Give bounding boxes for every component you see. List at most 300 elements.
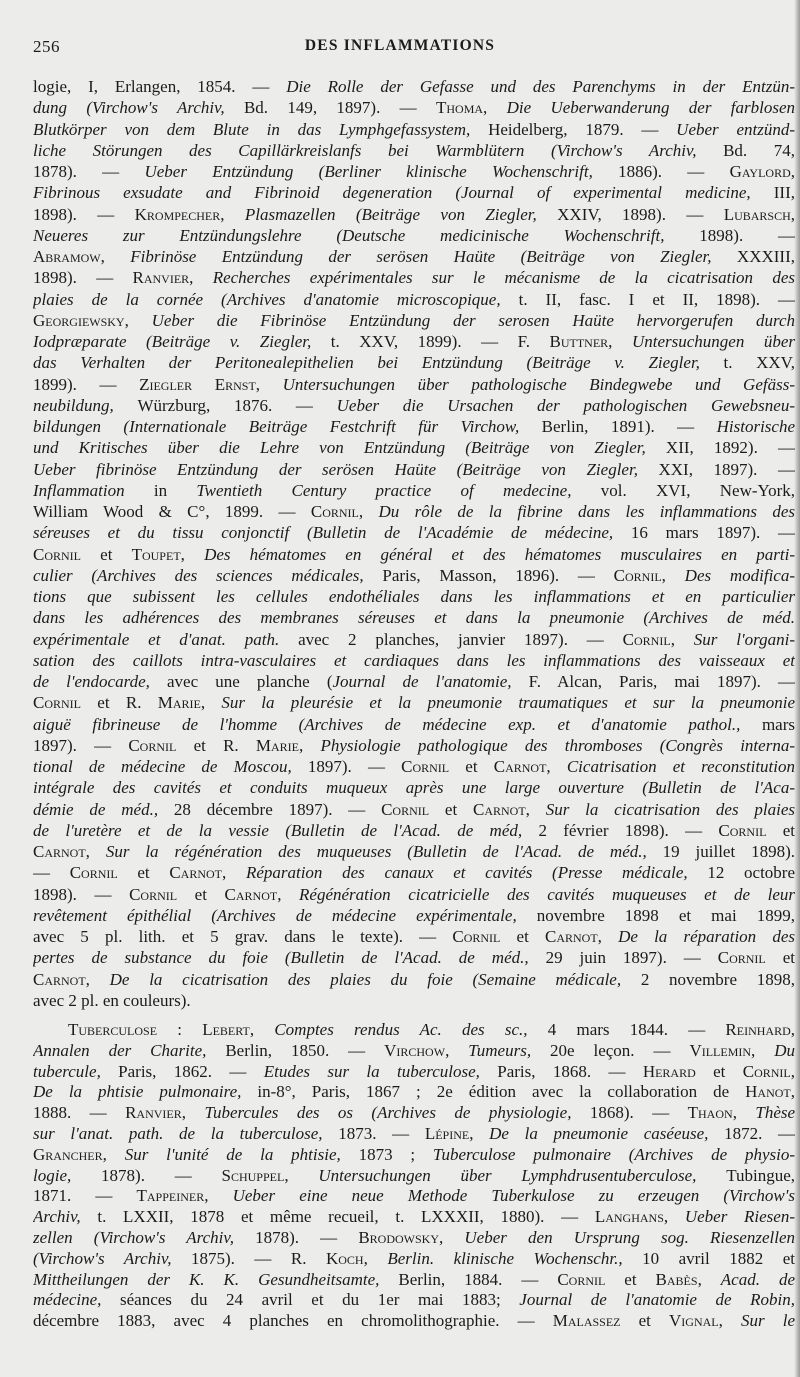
roman-text: , xyxy=(85,969,110,989)
author-name: Lubarsch xyxy=(723,204,791,224)
text-line xyxy=(33,947,795,968)
roman-text: t. II, fasc. I et II, 1898). — xyxy=(518,289,795,309)
roman-text: , xyxy=(790,1020,795,1039)
roman-text: , xyxy=(189,268,213,288)
author-name: Lépine xyxy=(424,1123,470,1143)
author-name: Carnot xyxy=(33,969,86,989)
italic-title: (Virchow's Archiv, xyxy=(33,1248,191,1268)
roman-text: , xyxy=(100,247,131,266)
roman-text: 19 juillet 1898). xyxy=(662,842,795,861)
italic-title: Recherches expérimentales sur le mécanisme de la cicatrisation des xyxy=(212,268,795,288)
italic-title: Réparation des canaux et cavités (Presse médicale, xyxy=(245,863,708,883)
text-line xyxy=(33,884,795,905)
italic-title: neubildung, xyxy=(33,395,138,415)
roman-text: Berlin, 1850. — xyxy=(225,1040,385,1060)
text-line xyxy=(33,714,795,735)
text-line xyxy=(33,140,795,161)
roman-text: avec 2 planches, janvier 1897). — xyxy=(298,629,623,649)
roman-text: , xyxy=(525,799,546,819)
roman-text: 2 novembre 1898, xyxy=(640,969,795,989)
author-name: Thoma xyxy=(435,98,484,118)
italic-title: De la pneumonie caséeuse, xyxy=(489,1123,725,1143)
italic-title: séreuses et du tissu conjonctif (Bulletin de l'Académie de médecine, xyxy=(33,523,631,543)
roman-text: , xyxy=(469,1123,490,1143)
roman-text: , xyxy=(284,1165,319,1185)
roman-text: logie, I, Erlangen, 1854. — xyxy=(33,77,287,96)
roman-text: , xyxy=(661,565,685,585)
roman-text: 28 décembre 1897). — xyxy=(173,799,382,819)
roman-text: 1886). — xyxy=(618,162,730,181)
text-line xyxy=(33,310,795,331)
roman-text: , xyxy=(546,757,567,776)
text-line xyxy=(33,1145,795,1166)
roman-text: 12 octobre xyxy=(707,863,795,883)
text-line xyxy=(33,671,795,692)
roman-text: , xyxy=(298,735,321,755)
roman-text: avec 5 pl. lith. et 5 grav. dans le texte). — xyxy=(33,927,453,946)
text-line xyxy=(33,1041,795,1062)
italic-title: De la phtisie pulmonaire, xyxy=(33,1082,258,1102)
author-name: Gaylord xyxy=(729,162,791,181)
roman-text: 1898). — xyxy=(33,884,130,904)
author-name: Krompecher xyxy=(134,204,221,224)
roman-text: Paris, Masson, 1896). — xyxy=(382,565,614,585)
italic-title: Plasmazellen (Beiträge von Ziegler, xyxy=(244,204,558,224)
text-line xyxy=(33,1228,795,1249)
italic-title: zellen (Virchow's Archiv, xyxy=(33,1227,256,1247)
italic-title: sur l'anat. path. de la tuberculose, xyxy=(33,1123,339,1143)
roman-text: 1897). — xyxy=(307,757,402,776)
italic-title: Historische xyxy=(716,417,795,436)
roman-text: , xyxy=(670,629,694,649)
italic-title: Annalen der Charite, xyxy=(33,1040,226,1060)
italic-title: Untersuchungen über Lymphdrusentuberculose, xyxy=(318,1165,727,1185)
italic-title: Ueber die Fibrinöse Entzündung der serosen Haüte hervorgerufen durch xyxy=(151,310,795,330)
roman-text: 2 février 1898). — xyxy=(538,820,719,840)
italic-title: Fibrinous exsudate and Fibrinoid degeneration (Journal of experimental medicine, xyxy=(33,183,774,203)
roman-text: , xyxy=(124,310,152,330)
text-line xyxy=(33,395,795,416)
author-name: Ziegler Ernst xyxy=(139,374,256,394)
roman-text: XXXIII, xyxy=(736,247,795,266)
italic-title: Ueber eine neue Methode Tuberkulose zu erzeugen (Virchow's xyxy=(232,1186,795,1206)
italic-title: tions que subissent les cellules endothéliales dans les inflammations et en particulier xyxy=(33,587,795,606)
italic-title: Sur l'organi- xyxy=(693,629,795,649)
author-name: F. Buttner xyxy=(517,332,609,351)
italic-title: Du xyxy=(774,1040,795,1060)
roman-text: , xyxy=(663,1207,685,1227)
author-name: Tappeiner xyxy=(136,1186,205,1206)
roman-text: et xyxy=(81,693,126,713)
italic-title: Acad. de xyxy=(720,1269,795,1289)
italic-title: Sur l'unité de la phtisie, xyxy=(124,1144,359,1164)
roman-text: Heidelberg, 1879. — xyxy=(488,119,677,139)
roman-text: III, xyxy=(773,183,795,203)
roman-text: , xyxy=(220,204,245,224)
roman-text: 1898). — xyxy=(33,204,135,224)
roman-text: 20e leçon. — xyxy=(550,1040,690,1060)
italic-title: Des modifica- xyxy=(684,565,795,585)
roman-text: Bd. 149, 1897). — xyxy=(243,98,436,118)
italic-title: Twentieth Century practice of medecine, xyxy=(196,480,601,500)
roman-text: , xyxy=(255,374,283,394)
author-name: Schuppel xyxy=(221,1165,285,1185)
author-name: Cornil xyxy=(310,502,359,521)
roman-text: , xyxy=(732,1103,756,1123)
author-name: R. Marie xyxy=(125,693,201,713)
roman-text: Paris, 1862. — xyxy=(118,1061,264,1081)
roman-text: , xyxy=(445,1040,469,1060)
text-line xyxy=(33,735,795,756)
roman-text: in xyxy=(153,480,197,500)
italic-title: expérimentale et d'anat. path. xyxy=(33,629,299,649)
text-line xyxy=(33,799,795,820)
italic-title: de l'uretère et de la vessie (Bulletin de l'Acad. de méd, xyxy=(33,820,539,840)
text-line xyxy=(33,246,795,267)
author-name: Vignal xyxy=(669,1311,719,1331)
roman-text: F. Alcan, Paris, mai 1897). — xyxy=(528,672,795,691)
roman-text: , xyxy=(249,1020,275,1039)
text-line xyxy=(33,119,795,140)
italic-title: Fibrinöse Entzündung der serösen Haüte (Beiträge von Ziegler, xyxy=(130,247,737,266)
text-line xyxy=(33,182,795,203)
roman-text: et xyxy=(81,544,132,564)
author-name: Cornil xyxy=(33,544,82,564)
text-line xyxy=(33,97,795,118)
italic-title: Sur le xyxy=(741,1311,795,1331)
roman-text: et xyxy=(177,884,225,904)
author-name: Babès xyxy=(655,1269,698,1289)
roman-text: , xyxy=(697,1269,721,1289)
text-line xyxy=(33,1062,795,1083)
roman-text: Berlin, 1884. — xyxy=(398,1269,558,1289)
text-line xyxy=(33,437,795,458)
roman-text: Bd. 74, xyxy=(723,140,795,160)
italic-title: bildungen (Internationale Beiträge Festchrift für Virchow, xyxy=(33,417,542,436)
roman-text: et xyxy=(620,1311,670,1331)
author-name: Cornil xyxy=(128,735,177,755)
text-line xyxy=(33,607,795,628)
italic-title: démie de méd., xyxy=(33,799,174,819)
author-name: Cornil xyxy=(452,927,501,946)
italic-title: liche Störungen des Capillärkreislanfs bei Warmblütern (Virchow's Archiv, xyxy=(33,140,724,160)
author-name: Ranvier xyxy=(125,1103,182,1123)
text-line xyxy=(33,289,795,310)
italic-title: Du rôle de la fibrine dans les inflammations des xyxy=(378,502,795,521)
text-line xyxy=(33,820,795,841)
author-name: Grancher xyxy=(33,1144,103,1164)
paragraph-2 xyxy=(33,1020,795,1332)
italic-title: Thèse xyxy=(755,1103,795,1123)
author-name: Carnot xyxy=(224,884,278,904)
text-line xyxy=(33,777,795,798)
roman-text: 1872. — xyxy=(724,1123,795,1143)
italic-title: Journal de l'anatomie, xyxy=(332,672,529,691)
text-line xyxy=(33,1290,795,1311)
roman-text: XXI, 1897). — xyxy=(658,459,795,479)
author-name: Malassez xyxy=(552,1311,621,1331)
italic-title: culier (Archives des sciences médicales, xyxy=(33,565,383,585)
roman-text: 1873. — xyxy=(338,1123,425,1143)
author-name: Carnot xyxy=(33,842,86,861)
roman-text: et xyxy=(605,1269,656,1289)
roman-text: avec une planche ( xyxy=(166,672,333,691)
roman-text: 1871. — xyxy=(33,1186,137,1206)
roman-text: , xyxy=(363,1248,388,1268)
roman-text: Tubingue, xyxy=(726,1165,795,1185)
text-line xyxy=(33,692,795,713)
italic-title: tional de médecine de Moscou, xyxy=(33,757,308,776)
italic-title: Berlin. klinische Wochenschr., xyxy=(387,1248,643,1268)
text-line xyxy=(33,629,795,650)
author-name: Cornil xyxy=(613,565,662,585)
text-line xyxy=(33,1311,795,1332)
text-line xyxy=(33,1124,795,1145)
author-name: R. Koch xyxy=(290,1248,364,1268)
text-line xyxy=(33,501,795,522)
roman-text: t. XXV, 1899). — xyxy=(330,332,518,351)
text-line xyxy=(33,331,795,352)
roman-text: , xyxy=(181,1103,205,1123)
author-name: Ranvier xyxy=(132,268,190,288)
roman-text: 4 mars 1844. — xyxy=(547,1020,726,1039)
author-name: Herard xyxy=(642,1061,696,1081)
italic-title: revêtement épithélial (Archives de médecine expérimentale, xyxy=(33,905,537,925)
italic-title: Iodpræparate (Beiträge v. Ziegler, xyxy=(33,332,331,351)
italic-title: dung (Virchow's Archiv, xyxy=(33,98,244,118)
roman-text: 1888. — xyxy=(33,1103,126,1123)
text-line xyxy=(33,352,795,373)
italic-title: Die Ueberwanderung der farblosen xyxy=(506,98,795,118)
roman-text: 1898). — xyxy=(699,225,795,245)
text-line xyxy=(33,1249,795,1270)
italic-title: Régénération cicatricielle des cavités muqueuses et de leur xyxy=(299,884,795,904)
roman-text: t. LXXII, 1878 et même recueil, t. LXXXII, 1880). — xyxy=(97,1207,595,1227)
text-line xyxy=(33,459,795,480)
author-name: Cornil xyxy=(33,693,82,713)
italic-title: Comptes rendus Ac. des sc., xyxy=(274,1020,548,1039)
italic-title: Neueres zur Entzündungslehre (Deutsche medicinische Wochenschrift, xyxy=(33,225,700,245)
italic-title: Sur la cicatrisation des plaies xyxy=(545,799,795,819)
roman-text: novembre 1898 et mai 1899, xyxy=(536,905,795,925)
roman-text: et xyxy=(117,863,170,883)
text-line xyxy=(33,565,795,586)
roman-text: 10 avril 1882 et xyxy=(642,1248,795,1268)
roman-text: , xyxy=(200,693,222,713)
text-line xyxy=(33,480,795,501)
page-number: 256 xyxy=(33,37,60,56)
paragraph-1 xyxy=(33,76,795,1011)
roman-text: et xyxy=(695,1061,743,1081)
text-line xyxy=(33,76,795,97)
roman-text: et xyxy=(500,927,545,946)
italic-title: Journal de l'anatomie de Robin, xyxy=(519,1290,795,1310)
running-title: DES INFLAMMATIONS xyxy=(304,37,496,54)
author-name: Cornil xyxy=(557,1269,606,1289)
roman-text: , xyxy=(751,1040,775,1060)
body-text xyxy=(33,76,795,1332)
italic-title: Untersuchungen über xyxy=(631,332,795,351)
roman-text: — xyxy=(33,863,70,883)
text-line xyxy=(33,756,795,777)
text-line xyxy=(33,1207,795,1228)
roman-text: 16 mars 1897). — xyxy=(630,523,795,543)
author-name: Hanot xyxy=(745,1082,791,1102)
roman-text: et xyxy=(765,948,795,968)
author-name: Cornil xyxy=(381,799,430,819)
author-name: Carnot xyxy=(544,927,598,946)
text-line xyxy=(33,990,795,1011)
roman-text: , xyxy=(790,1061,795,1081)
author-name: Villemin xyxy=(689,1040,752,1060)
italic-title: Inflammation xyxy=(33,480,154,500)
roman-text: 1875). — xyxy=(190,1248,291,1268)
text-line xyxy=(33,225,795,246)
author-name: Cornil xyxy=(742,1061,791,1081)
italic-title: intégrale des cavités et conduits muqueux après une large ouverture (Bulletin de l'Aca- xyxy=(33,778,795,798)
author-name: Tuberculose : Lebert xyxy=(68,1020,250,1039)
italic-title: dans les adhérences des membranes séreuses et dans la pneumonie (Archives de méd. xyxy=(33,608,795,628)
author-name: Carnot xyxy=(169,863,222,883)
roman-text: Würzburg, 1876. — xyxy=(137,395,337,415)
text-line xyxy=(33,926,795,947)
roman-text: 1873 ; xyxy=(358,1144,433,1164)
text-line xyxy=(33,161,795,182)
text-line xyxy=(33,862,795,883)
roman-text: , xyxy=(85,842,106,861)
roman-text: , xyxy=(790,204,795,224)
author-name: Cornil xyxy=(622,629,671,649)
italic-title: médecine, xyxy=(33,1290,120,1310)
roman-text: , xyxy=(180,544,205,564)
text-line xyxy=(33,1103,795,1124)
italic-title: Untersuchungen über pathologische Bindegwebe und Gefäss- xyxy=(282,374,795,394)
italic-title: Ueber die Ursachen der pathologischen Gewebsneu- xyxy=(336,395,795,415)
roman-text: Paris, 1868. — xyxy=(497,1061,643,1081)
italic-title: Die Rolle der Gefasse und des Parenchyms in der Entzün- xyxy=(286,77,795,96)
roman-text: 29 juin 1897). — xyxy=(545,948,718,968)
author-name: Brodowsky xyxy=(358,1227,439,1247)
italic-title: Archiv, xyxy=(33,1207,98,1227)
author-name: Carnot xyxy=(493,757,547,776)
roman-text: 1878). — xyxy=(255,1227,359,1247)
author-name: Virchow xyxy=(384,1040,446,1060)
italic-title: Tumeurs, xyxy=(468,1040,551,1060)
author-name: Toupet xyxy=(131,544,181,564)
italic-title: Tuberculose pulmonaire (Archives de physio- xyxy=(432,1144,795,1164)
roman-text: Berlin, 1891). — xyxy=(541,417,717,436)
author-name: Cornil xyxy=(718,820,767,840)
text-line xyxy=(33,1270,795,1291)
roman-text: avec 2 pl. en couleurs). xyxy=(33,990,191,1010)
text-line xyxy=(33,374,795,395)
italic-title: Tubercules des os (Archives de physiologie, xyxy=(204,1103,590,1123)
text-line xyxy=(33,204,795,225)
author-name: Reinhard xyxy=(725,1020,791,1039)
text-line xyxy=(33,544,795,565)
italic-title: Etudes sur la tuberculose, xyxy=(263,1061,498,1081)
italic-title: Blutkörper von dem Blute in das Lymphgefassystem, xyxy=(33,119,489,139)
roman-text: vol. XVI, New-York, xyxy=(600,480,795,500)
roman-text: mars xyxy=(761,714,795,734)
text-line xyxy=(33,1166,795,1187)
text-line xyxy=(33,969,795,990)
roman-text: , xyxy=(483,98,507,118)
italic-title: aiguë fibrineuse de l'homme (Archives de médecine exp. et d'anatomie pathol., xyxy=(33,714,762,734)
author-name: Carnot xyxy=(473,799,526,819)
italic-title: das Verhalten der Peritonealepithelien bei Entzündung (Beiträge v. Ziegler, xyxy=(33,353,724,373)
roman-text: et xyxy=(429,799,473,819)
roman-text: t. XXV, xyxy=(723,353,795,373)
italic-title: de l'endocarde, xyxy=(33,672,167,691)
author-name: Thaon xyxy=(687,1103,733,1123)
roman-text: décembre 1883, avec 4 planches en chromolithographie. — xyxy=(33,1311,553,1331)
italic-title: tubercule, xyxy=(33,1061,119,1081)
text-line xyxy=(33,1186,795,1207)
author-name: Georgiewsky xyxy=(33,310,125,330)
italic-title: pertes de substance du foie (Bulletin de l'Acad. de méd., xyxy=(33,948,546,968)
italic-title: sation des caillots intra-vasculaires et cardiaques dans les inflammations des vaisseaux et xyxy=(33,650,795,670)
italic-title: Sur la pleurésie et la pneumonie traumatiques et sur la pneumonie xyxy=(221,693,795,713)
author-name: Cornil xyxy=(717,948,766,968)
text-line xyxy=(33,522,795,543)
roman-text: , xyxy=(608,332,632,351)
text-line xyxy=(33,1020,795,1041)
roman-text: et xyxy=(766,820,795,840)
italic-title: Mittheilungen der K. K. Gesundheitsamte, xyxy=(33,1269,399,1289)
author-name: Cornil xyxy=(401,757,450,776)
text-line xyxy=(33,841,795,862)
italic-title: Ueber entzünd- xyxy=(676,119,795,139)
italic-title: Ueber fibrinöse Entzündung der serösen Haüte (Beiträge von Ziegler, xyxy=(33,459,659,479)
italic-title: Ueber Riesen- xyxy=(684,1207,795,1227)
roman-text: , xyxy=(222,863,246,883)
roman-text: 1878). — xyxy=(33,162,145,181)
italic-title: Sur la régénération des muqueuses (Bulletin de l'Acad. de méd., xyxy=(105,842,663,861)
italic-title: Des hématomes en général et des hématomes musculaires en parti- xyxy=(204,544,795,564)
roman-text: , xyxy=(790,162,795,181)
text-line xyxy=(33,267,795,288)
roman-text: 1878). — xyxy=(101,1165,222,1185)
author-name: Cornil xyxy=(129,884,178,904)
roman-text: et xyxy=(449,757,494,776)
italic-title: logie, xyxy=(33,1165,102,1185)
author-name: Cornil xyxy=(69,863,118,883)
italic-title: Physiologie pathologique des thromboses (Congrès interna- xyxy=(320,735,795,755)
text-line xyxy=(33,905,795,926)
roman-text: et xyxy=(176,735,224,755)
roman-text: 1899). — xyxy=(33,374,140,394)
author-name: Langhans xyxy=(594,1207,664,1227)
text-line xyxy=(33,416,795,437)
roman-text: , xyxy=(597,927,619,946)
roman-text: , xyxy=(358,502,379,521)
roman-text: , xyxy=(102,1144,125,1164)
text-line xyxy=(33,650,795,671)
roman-text: 1898). — xyxy=(33,268,133,288)
italic-title: Ueber Entzündung (Berliner klinische Wochenschrift, xyxy=(144,162,619,181)
roman-text: , xyxy=(718,1311,741,1331)
text-line xyxy=(33,586,795,607)
italic-title: De la réparation des xyxy=(618,927,795,946)
roman-text: William Wood & C°, 1899. — xyxy=(33,502,311,521)
author-name: R. Marie xyxy=(223,735,299,755)
roman-text: XII, 1892). — xyxy=(665,438,795,458)
author-name: Abramow xyxy=(33,247,101,266)
roman-text: in-8°, Paris, 1867 ; 2e édition avec la collaboration de xyxy=(257,1082,746,1102)
italic-title: Cicatrisation et reconstitution xyxy=(566,757,795,776)
roman-text: , xyxy=(790,1082,795,1102)
